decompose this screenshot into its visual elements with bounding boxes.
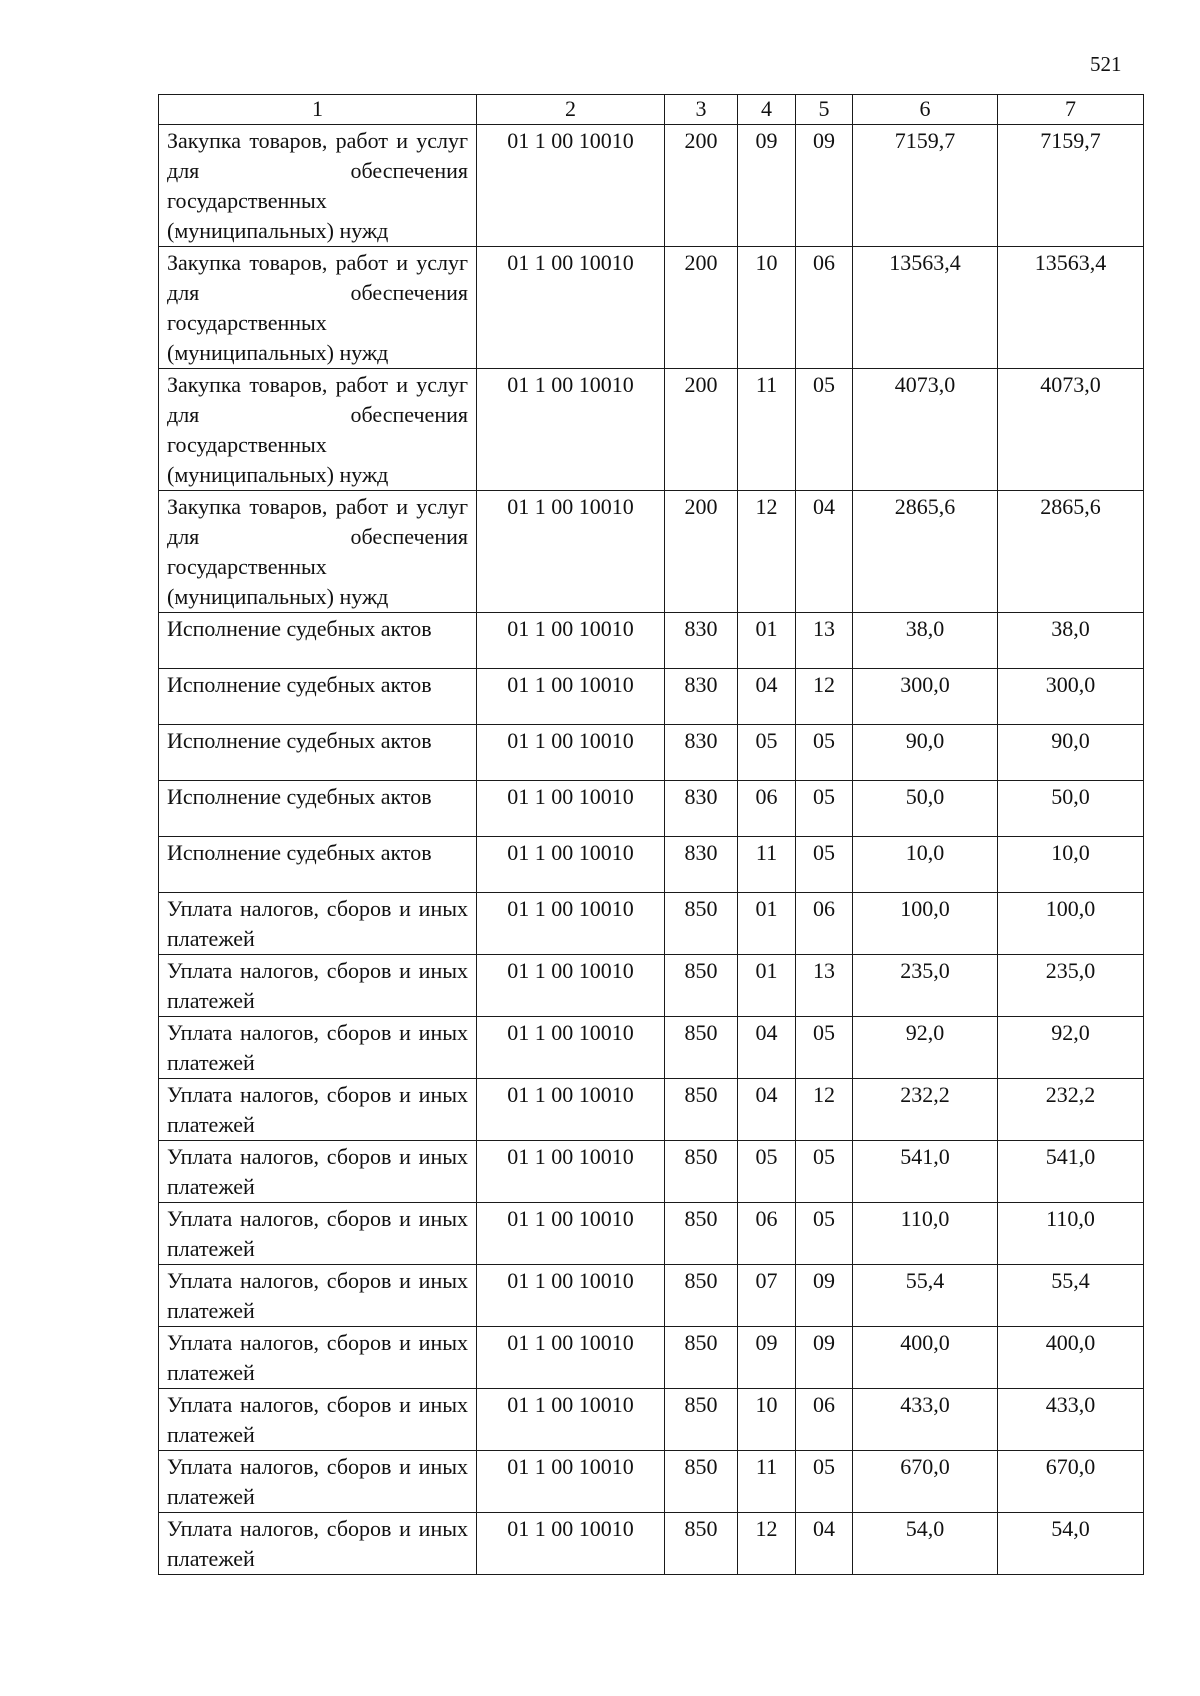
column-header-7: 7 [998,95,1144,125]
amount-cell: 38,0 [853,613,998,669]
description-cell: Уплата налогов, сборов и иных платежей [159,955,477,1017]
code-cell: 01 1 00 10010 [477,1203,665,1265]
amount-cell: 54,0 [998,1513,1144,1575]
description-cell: Закупка товаров, работ и услуг для обеспечения государственных (муниципальных) нужд [159,491,477,613]
description-cell: Исполнение судебных актов [159,669,477,725]
code-cell: 01 1 00 10010 [477,837,665,893]
section-cell: 01 [738,893,796,955]
table-row [159,1513,1144,1575]
description-cell: Уплата налогов, сборов и иных платежей [159,1141,477,1203]
code-cell: 01 1 00 10010 [477,1079,665,1141]
table-row [159,955,1144,1017]
amount-cell: 400,0 [998,1327,1144,1389]
amount-cell: 670,0 [853,1451,998,1513]
code-cell: 01 1 00 10010 [477,955,665,1017]
column-header-3: 3 [665,95,738,125]
table-row [159,491,1144,613]
expense-type-cell: 830 [665,613,738,669]
amount-cell: 10,0 [853,837,998,893]
amount-cell: 92,0 [853,1017,998,1079]
amount-cell: 90,0 [998,725,1144,781]
expense-type-cell: 850 [665,955,738,1017]
subsection-cell: 05 [796,837,853,893]
expense-type-cell: 850 [665,1265,738,1327]
subsection-cell: 05 [796,369,853,491]
amount-cell: 400,0 [853,1327,998,1389]
amount-cell: 4073,0 [998,369,1144,491]
table-row [159,1389,1144,1451]
expense-type-cell: 850 [665,1079,738,1141]
section-cell: 04 [738,669,796,725]
expense-type-cell: 200 [665,369,738,491]
subsection-cell: 13 [796,613,853,669]
subsection-cell: 05 [796,1017,853,1079]
description-cell: Закупка товаров, работ и услуг для обеспечения государственных (муниципальных) нужд [159,125,477,247]
table-row [159,725,1144,781]
subsection-cell: 06 [796,893,853,955]
table-row [159,1265,1144,1327]
section-cell: 11 [738,369,796,491]
description-cell: Закупка товаров, работ и услуг для обеспечения государственных (муниципальных) нужд [159,247,477,369]
amount-cell: 235,0 [998,955,1144,1017]
subsection-cell: 05 [796,781,853,837]
section-cell: 05 [738,725,796,781]
description-cell: Исполнение судебных актов [159,725,477,781]
code-cell: 01 1 00 10010 [477,1513,665,1575]
code-cell: 01 1 00 10010 [477,1141,665,1203]
amount-cell: 7159,7 [998,125,1144,247]
description-cell: Уплата налогов, сборов и иных платежей [159,1327,477,1389]
column-header-6: 6 [853,95,998,125]
section-cell: 06 [738,1203,796,1265]
amount-cell: 100,0 [853,893,998,955]
amount-cell: 541,0 [998,1141,1144,1203]
subsection-cell: 04 [796,1513,853,1575]
subsection-cell: 12 [796,1079,853,1141]
description-cell: Уплата налогов, сборов и иных платежей [159,1265,477,1327]
expense-type-cell: 830 [665,837,738,893]
column-header-1: 1 [159,95,477,125]
expense-type-cell: 850 [665,1017,738,1079]
expense-type-cell: 850 [665,1389,738,1451]
budget-table [158,94,1144,1575]
amount-cell: 300,0 [853,669,998,725]
page-number: 521 [1090,52,1122,76]
amount-cell: 10,0 [998,837,1144,893]
amount-cell: 232,2 [998,1079,1144,1141]
section-cell: 12 [738,1513,796,1575]
description-cell: Исполнение судебных актов [159,837,477,893]
amount-cell: 13563,4 [853,247,998,369]
amount-cell: 50,0 [998,781,1144,837]
column-header-4: 4 [738,95,796,125]
amount-cell: 235,0 [853,955,998,1017]
table-row [159,1451,1144,1513]
description-cell: Уплата налогов, сборов и иных платежей [159,893,477,955]
section-cell: 04 [738,1017,796,1079]
column-header-5: 5 [796,95,853,125]
amount-cell: 100,0 [998,893,1144,955]
subsection-cell: 09 [796,125,853,247]
subsection-cell: 05 [796,1451,853,1513]
description-cell: Исполнение судебных актов [159,781,477,837]
amount-cell: 90,0 [853,725,998,781]
table-row [159,369,1144,491]
code-cell: 01 1 00 10010 [477,1265,665,1327]
table-row [159,837,1144,893]
code-cell: 01 1 00 10010 [477,893,665,955]
expense-type-cell: 830 [665,725,738,781]
code-cell: 01 1 00 10010 [477,1451,665,1513]
amount-cell: 55,4 [853,1265,998,1327]
subsection-cell: 06 [796,247,853,369]
code-cell: 01 1 00 10010 [477,125,665,247]
table-row [159,893,1144,955]
expense-type-cell: 850 [665,1327,738,1389]
expense-type-cell: 200 [665,491,738,613]
subsection-cell: 09 [796,1327,853,1389]
subsection-cell: 05 [796,1141,853,1203]
table-row [159,247,1144,369]
section-cell: 09 [738,125,796,247]
description-cell: Уплата налогов, сборов и иных платежей [159,1451,477,1513]
table-body [159,125,1144,1575]
code-cell: 01 1 00 10010 [477,613,665,669]
subsection-cell: 05 [796,725,853,781]
subsection-cell: 12 [796,669,853,725]
amount-cell: 300,0 [998,669,1144,725]
expense-type-cell: 850 [665,1451,738,1513]
section-cell: 11 [738,837,796,893]
description-cell: Уплата налогов, сборов и иных платежей [159,1513,477,1575]
column-header-2: 2 [477,95,665,125]
section-cell: 05 [738,1141,796,1203]
table-row [159,1141,1144,1203]
table-row [159,781,1144,837]
amount-cell: 50,0 [853,781,998,837]
code-cell: 01 1 00 10010 [477,247,665,369]
code-cell: 01 1 00 10010 [477,1017,665,1079]
code-cell: 01 1 00 10010 [477,725,665,781]
section-cell: 10 [738,247,796,369]
subsection-cell: 06 [796,1389,853,1451]
subsection-cell: 04 [796,491,853,613]
expense-type-cell: 830 [665,669,738,725]
description-cell: Закупка товаров, работ и услуг для обеспечения государственных (муниципальных) нужд [159,369,477,491]
table-row [159,1327,1144,1389]
header-row [159,95,1144,125]
table-header [159,95,1144,125]
subsection-cell: 09 [796,1265,853,1327]
amount-cell: 232,2 [853,1079,998,1141]
expense-type-cell: 850 [665,1203,738,1265]
description-cell: Уплата налогов, сборов и иных платежей [159,1389,477,1451]
description-cell: Уплата налогов, сборов и иных платежей [159,1017,477,1079]
expense-type-cell: 850 [665,893,738,955]
code-cell: 01 1 00 10010 [477,781,665,837]
amount-cell: 13563,4 [998,247,1144,369]
amount-cell: 433,0 [853,1389,998,1451]
section-cell: 06 [738,781,796,837]
amount-cell: 541,0 [853,1141,998,1203]
amount-cell: 54,0 [853,1513,998,1575]
amount-cell: 110,0 [998,1203,1144,1265]
code-cell: 01 1 00 10010 [477,1389,665,1451]
expense-type-cell: 850 [665,1141,738,1203]
subsection-cell: 13 [796,955,853,1017]
expense-type-cell: 830 [665,781,738,837]
table-row [159,1017,1144,1079]
amount-cell: 110,0 [853,1203,998,1265]
expense-type-cell: 200 [665,125,738,247]
code-cell: 01 1 00 10010 [477,369,665,491]
amount-cell: 92,0 [998,1017,1144,1079]
code-cell: 01 1 00 10010 [477,491,665,613]
amount-cell: 2865,6 [998,491,1144,613]
amount-cell: 2865,6 [853,491,998,613]
section-cell: 04 [738,1079,796,1141]
amount-cell: 55,4 [998,1265,1144,1327]
expense-type-cell: 850 [665,1513,738,1575]
table-row [159,613,1144,669]
section-cell: 01 [738,955,796,1017]
description-cell: Уплата налогов, сборов и иных платежей [159,1079,477,1141]
section-cell: 10 [738,1389,796,1451]
table-row [159,1203,1144,1265]
section-cell: 09 [738,1327,796,1389]
subsection-cell: 05 [796,1203,853,1265]
table-row [159,669,1144,725]
table-row [159,125,1144,247]
amount-cell: 4073,0 [853,369,998,491]
section-cell: 12 [738,491,796,613]
description-cell: Уплата налогов, сборов и иных платежей [159,1203,477,1265]
expense-type-cell: 200 [665,247,738,369]
amount-cell: 38,0 [998,613,1144,669]
amount-cell: 433,0 [998,1389,1144,1451]
code-cell: 01 1 00 10010 [477,1327,665,1389]
section-cell: 11 [738,1451,796,1513]
section-cell: 01 [738,613,796,669]
table-row [159,1079,1144,1141]
amount-cell: 670,0 [998,1451,1144,1513]
amount-cell: 7159,7 [853,125,998,247]
code-cell: 01 1 00 10010 [477,669,665,725]
section-cell: 07 [738,1265,796,1327]
description-cell: Исполнение судебных актов [159,613,477,669]
